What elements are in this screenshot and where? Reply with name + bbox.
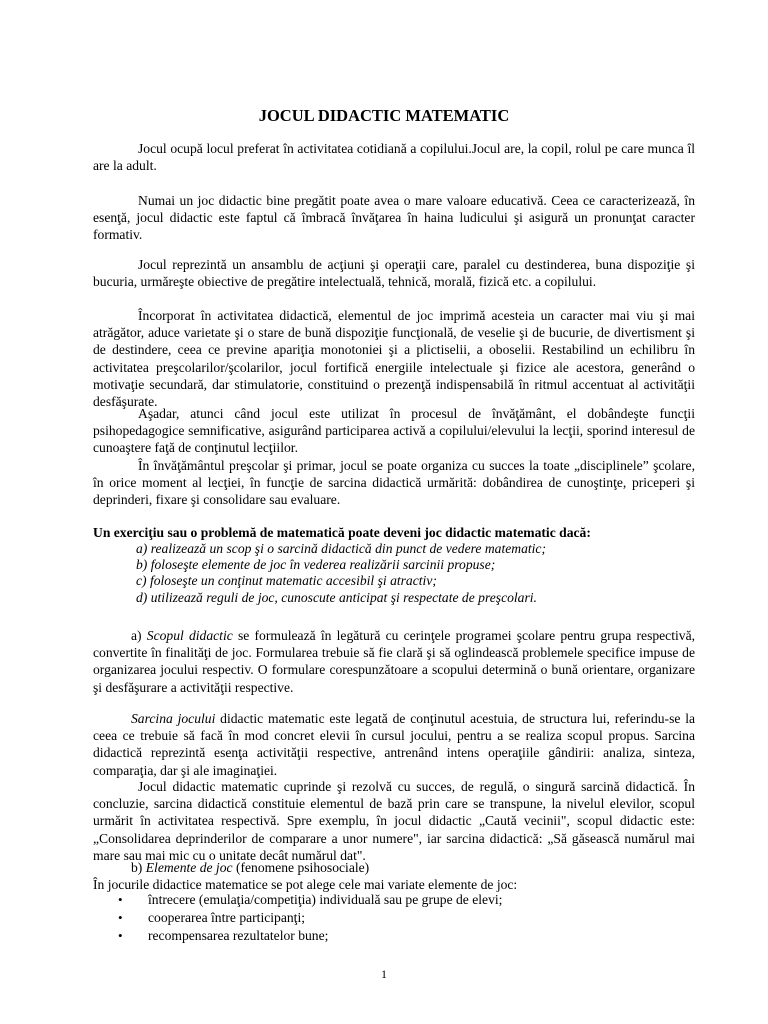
paragraph-ansamblu: Jocul reprezintă un ansamblu de acţiuni şi operaţii care, paralel cu destinderea, buna dispoziţie şi bucuria, urmăreşte obiective de pregătire intelectuală, tehnică, morală, fizică etc. a copilului. bbox=[93, 257, 695, 290]
paragraph-intro: Jocul ocupă locul preferat în activitatea cotidiană a copilului.Jocul are, la copil, rolul pe care munca îl are la adult. bbox=[93, 141, 695, 174]
condition-item: b) foloseşte elemente de joc în vederea realizării sarcinii propuse; bbox=[136, 557, 496, 573]
condition-item: c) foloseşte un conţinut matematic accesibil şi atractiv; bbox=[136, 573, 437, 589]
paragraph-valoare: Numai un joc didactic bine pregătit poate avea o mare valoare educativă. Ceea ce caracterizează, în esenţă, jocul didactic este faptul că îmbracă învăţarea în haina ludicului şi asigură un pronunţat caracter formativ. bbox=[93, 193, 695, 243]
paragraph-jocurile: În jocurile didactice matematice se pot alege cele mai variate elemente de joc: bbox=[93, 877, 518, 892]
section-a-term: Scopul didactic bbox=[146, 628, 233, 643]
paragraph-rezolva: Jocul didactic matematic cuprinde şi rezolvă cu succes, de regulă, o singură sarcină didactică. În concluzie, sarcina didactică constituie elementul de bază prin care se transpune, la nivelul elevilor, scopul urmărit în activitatea respectivă. Spre exemplu, în jocul didactic „Caută vecinii", scopul didactic este: „Consolidarea deprinderilor de comparare a unor numere", iar sarcina didactică: „Să găsească numărul mai mare sau mai mic cu o unitate decât numărul dat". bbox=[93, 779, 695, 863]
page-number: 1 bbox=[381, 967, 387, 981]
section-b-prefix: b) bbox=[131, 860, 146, 875]
condition-item: a) realizează un scop şi o sarcină didactică din punct de vedere matematic; bbox=[136, 541, 546, 556]
paragraph-incorporat: Încorporat în activitatea didactică, elementul de joc imprimă acesteia un caracter mai viu şi mai atrăgător, aduce varietate şi o stare de bună dispoziţie funcţională, de veselie şi de bucurie, de divertisment şi de destindere, ceea ce previne apariţia monotoniei şi a plictiselii, a oboselii. Restabilind un echilibru în activitatea preşcolarilor/şcolarilor, jocul fortifică energiile intelectuale şi fizice ale acestora, generând o motivaţie secundară, dar stimulatorie, constituind o prezenţă indispensabilă în ritmul accentuat al activităţii desfăşurate. bbox=[93, 308, 695, 410]
document-title: JOCUL DIDACTIC MATEMATIC bbox=[258, 106, 510, 125]
conditions-heading: Un exerciţiu sau o problemă de matematică poate deveni joc didactic matematic dacă: bbox=[93, 525, 591, 540]
elements-bullet-list bbox=[116, 891, 676, 945]
condition-item: d) utilizează reguli de joc, cunoscute anticipat şi respectate de preşcolari. bbox=[136, 589, 537, 605]
section-a-prefix: a) bbox=[131, 628, 147, 643]
section-b-text: (fenomene psihosociale) bbox=[232, 860, 370, 875]
paragraph-sarcina bbox=[93, 710, 695, 779]
section-a-text: se formulează în legătură cu cerinţele programei şcolare pentru grupa respectivă, convertite în finalităţi de joc. Formularea trebuie să fie clară şi să oglindească problemele specifice impuse de organizarea jocului respectiv. O formulare corespunzătoare a scopului determină o bună orientare, organizare şi desfăşurare a activităţii respective. bbox=[93, 628, 696, 695]
bullet-item: • întrecere (emulaţia/competiţia) individuală sau pe grupe de elevi; bbox=[116, 891, 676, 909]
paragraph-scopul bbox=[93, 627, 695, 696]
bullet-item: • recompensarea rezultatelor bune; bbox=[116, 927, 676, 945]
section-b-term: Elemente de joc bbox=[145, 860, 233, 875]
paragraph-invatamant: În învăţământul preşcolar şi primar, jocul se poate organiza cu succes la toate „disciplinele” şcolare, în orice moment al lecţiei, în funcţie de sarcina didactică urmărită: dobândirea de cunoştinţe, priceperi şi deprinderi, fixare şi consolidare sau evaluare. bbox=[93, 458, 695, 508]
bullet-item: • cooperarea între participanţi; bbox=[116, 909, 676, 927]
sarcina-term: Sarcina jocului bbox=[131, 711, 216, 726]
paragraph-elemente bbox=[93, 859, 695, 876]
paragraph-asadar: Aşadar, atunci când jocul este utilizat în procesul de învăţământ, el dobândeşte funcţii psihopedagogice semnificative, asigurând participarea activă a copilului/elevului la lecţii, sporind interesul de cunoaştere faţă de conţinutul lecţiilor. bbox=[93, 406, 695, 456]
sarcina-text: didactic matematic este legată de conţinutul acestuia, de structura lui, referindu-se la ceea ce trebuie să facă în mod concret elevii în cursul jocului, pentru a se realiza scopul propus. Sarcina didactică reprezintă esenţa activităţii respective, antrenând intens operaţiile gândirii: analiza, sinteza, comparaţia, dar şi ale imaginaţiei. bbox=[93, 711, 696, 778]
conditions-list bbox=[136, 541, 696, 606]
